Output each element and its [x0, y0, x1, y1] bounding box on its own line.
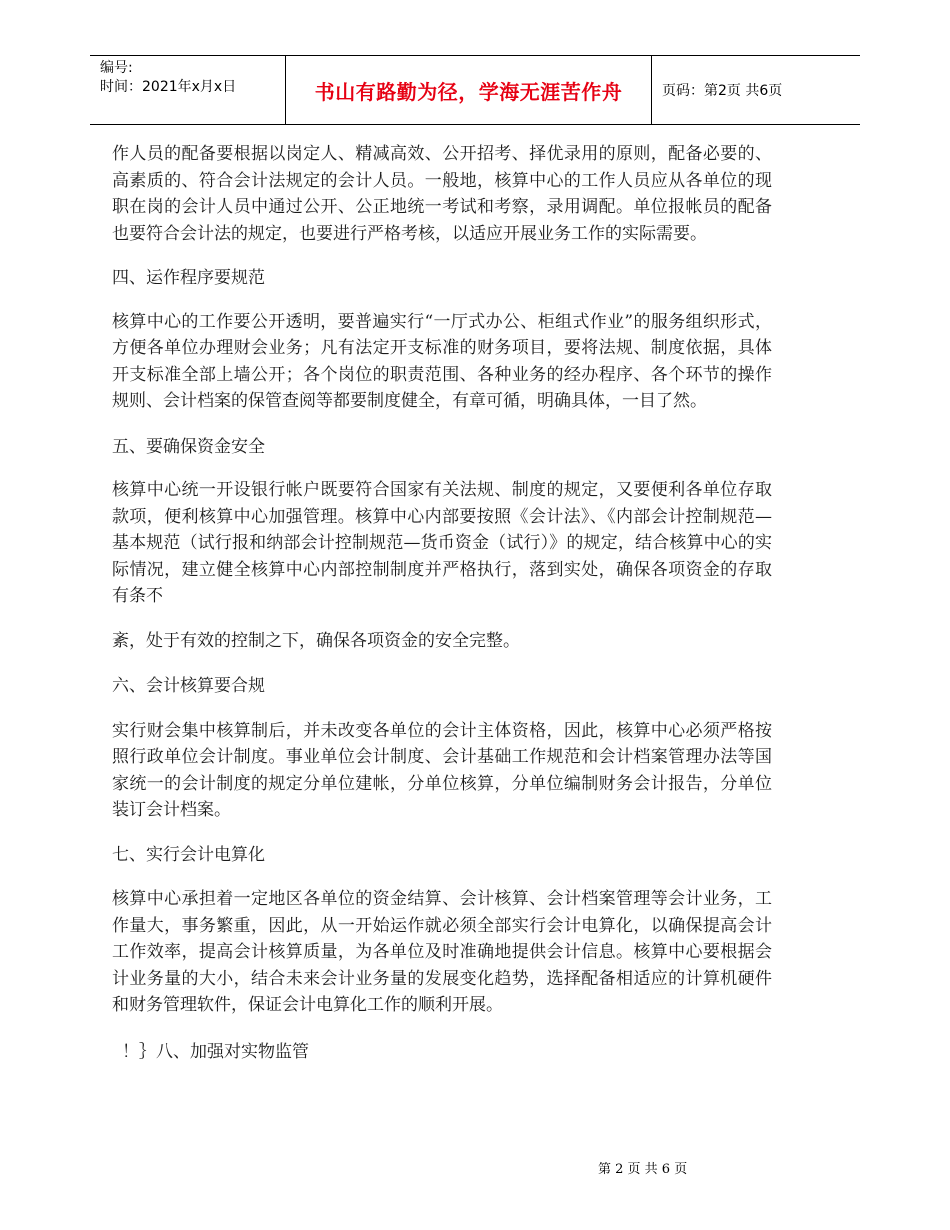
document-time-label: 时间：2021年x月x日 — [100, 79, 237, 95]
section-heading-8: ！｝八、加强对实物监管 — [122, 1041, 309, 1062]
paragraph-fund-safety-continued: 紊，处于有效的控制之下，确保各项资金的安全完整。 — [112, 630, 520, 651]
section-heading-6: 六、会计核算要合规 — [112, 676, 265, 696]
section-heading-7: 七、实行会计电算化 — [112, 844, 265, 865]
header-meta — [100, 59, 236, 97]
header-motto: 书山有路勤为径，学海无涯苦作舟 — [314, 80, 623, 104]
paragraph-fund-safety: 核算中心统一开设银行帐户既要符合国家有关法规、制度的规定，又要便利各单位存取款项，便利核算中心加强管理。核算中心内部要按照《会计法》、《内部会计控制规范—基本规范（试行报和纳部会计控制规范—货币资金（试行）》的规定，结合核算中心的实际情况，建立健全核算中心内部控制制度并严格执行，落到实处，确保各项资金的存取有条不 — [112, 480, 772, 606]
paragraph-accounting-compliance: 实行财会集中核算制后，并未改变各单位的会计主体资格，因此，核算中心必须严格按照行政单位会计制度。事业单位会计制度、会计基础工作规范和会计档案管理办法等国家统一的会计制度的规定分单位建帐，分单位核算，分单位编制财务会计报告，分单位装订会计档案。 — [112, 720, 772, 820]
section-heading-5: 五、要确保资金安全 — [112, 436, 265, 457]
document-body — [112, 141, 772, 1065]
section-heading-4: 四、运作程序要规范 — [112, 268, 265, 288]
paragraph-procedure: 核算中心的工作要公开透明，要普遍实行“一厅式办公、柜组式作业”的服务组织形式，方便各单位办理财会业务；凡有法定开支标准的财务项目，要将法规、制度依据，具体开支标准全部上墙公开；各个岗位的职责范围、各种业务的经办程序、各个环节的操作规则、会计档案的保管查阅等都要制度健全，有章可循，明确具体，一目了然。 — [112, 311, 772, 411]
paragraph-staffing: 作人员的配备要根据以岗定人、精减高效、公开招考、择优录用的原则，配备必要的、高素质的、符合会计法规定的会计人员。一般地，核算中心的工作人员应从各单位的现职在岗的会计人员中通过公开、公正地统一考试和考察，录用调配。单位报帐员的配备也要符合会计法的规定，也要进行严格考核，以适应开展业务工作的实际需要。 — [112, 144, 772, 244]
paragraph-computerization: 核算中心承担着一定地区各单位的资金结算、会计核算、会计档案管理等会计业务，工作量大，事务繁重，因此，从一开始运作就必须全部实行会计电算化，以确保提高会计工作效率，提高会计核算质量，为各单位及时准确地提供会计信息。核算中心要根据会计业务量的大小，结合未来会计业务量的发展变化趋势，选择配备相适应的计算机硬件和财务管理软件，保证会计电算化工作的顺利开展。 — [112, 889, 772, 1015]
header-divider — [651, 56, 652, 124]
document-number-label: 编号: — [100, 60, 133, 76]
header-page-info: 页码：第2页 共6页 — [662, 83, 783, 99]
page-footer: 第 2 页 共 6 页 — [598, 1162, 688, 1177]
page-header — [90, 55, 860, 125]
